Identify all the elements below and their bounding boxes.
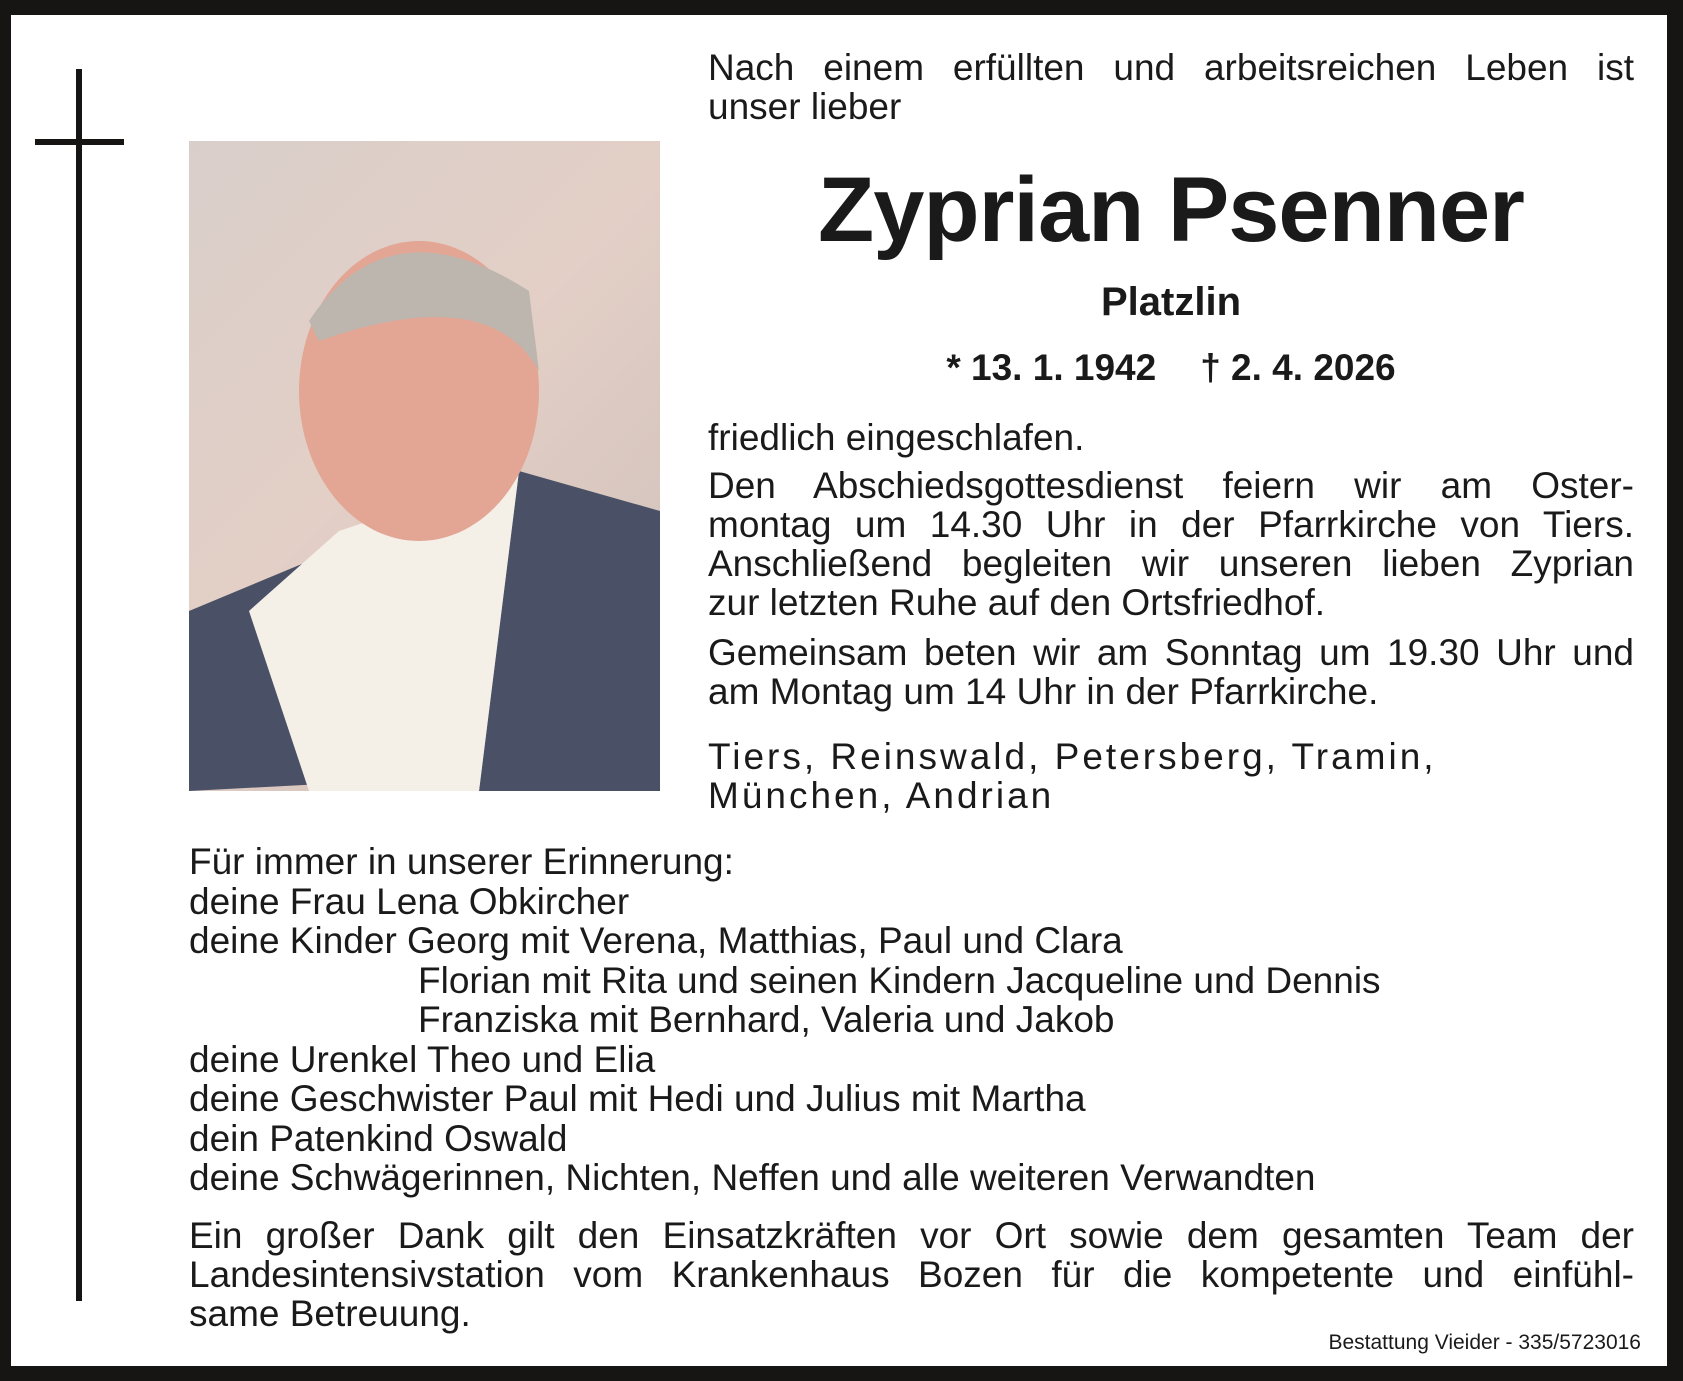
intro-line: Nach einem erfüllten und arbeitsreichen Leben ist: [708, 47, 1634, 88]
family-line: deine Frau Lena Obkircher: [189, 880, 630, 922]
family-line: deine Urenkel Theo und Elia: [189, 1038, 656, 1080]
life-dates: [708, 347, 1634, 389]
body-p2: [708, 466, 1634, 622]
birth-date: * 13. 1. 1942: [946, 347, 1157, 388]
text-line: Landesintensivstation vom Krankenhaus Bozen für die kompetente und einfühl-: [189, 1254, 1634, 1295]
deceased-name: Zyprian Psenner: [818, 159, 1524, 261]
family-line: deine Schwägerinnen, Nichten, Neffen und alle weiteren Verwandten: [189, 1157, 1316, 1198]
intro-line: unser lieber: [708, 86, 902, 127]
death-date: † 2. 4. 2026: [1200, 347, 1396, 388]
text-line: Ein großer Dank gilt den Einsatzkräften vor Ort sowie dem gesamten Team der: [189, 1215, 1634, 1256]
funeral-home-credit: Bestattung Vieider - 335/5723016: [1328, 1331, 1641, 1354]
text-line: Anschließend begleiten wir unseren lieben Zyprian: [708, 543, 1634, 584]
family-line: Franziska mit Bernhard, Valeria und Jakob: [418, 999, 1115, 1040]
text-line: am Montag um 14 Uhr in der Pfarrkirche.: [708, 671, 1379, 712]
family-list: [189, 842, 1639, 1198]
places-line: Tiers, Reinswald, Petersberg, Tramin,: [708, 736, 1437, 777]
family-line: deine Kinder Georg mit Verena, Matthias, Paul und Clara: [189, 920, 1123, 961]
family-line: Florian mit Rita und seinen Kindern Jacqueline und Dennis: [418, 959, 1381, 1001]
places-line: München, Andrian: [708, 775, 1055, 816]
places: [708, 737, 1508, 815]
cross-icon: [76, 69, 82, 1301]
portrait-photo: [189, 141, 660, 791]
family-heading: Für immer in unserer Erinnerung:: [189, 841, 734, 882]
body-p3: [708, 633, 1634, 711]
text-line: zur letzten Ruhe auf den Ortsfriedhof.: [708, 582, 1326, 623]
text-line: Gemeinsam beten wir am Sonntag um 19.30 Uhr und: [708, 632, 1634, 673]
family-line: deine Geschwister Paul mit Hedi und Julius mit Martha: [189, 1078, 1086, 1119]
intro-text: [708, 48, 1634, 126]
house-name: Platzlin: [1100, 280, 1242, 324]
text-line: Den Abschiedsgottesdienst feiern wir am Oster-: [708, 465, 1634, 506]
cross-icon-bar: [35, 139, 124, 145]
text-line: same Betreuung.: [189, 1293, 471, 1334]
thanks-text: [189, 1216, 1634, 1333]
body-p1: friedlich eingeschlafen.: [708, 417, 1085, 458]
text-line: montag um 14.30 Uhr in der Pfarrkirche von Tiers.: [708, 504, 1634, 545]
family-line: dein Patenkind Oswald: [189, 1117, 568, 1159]
